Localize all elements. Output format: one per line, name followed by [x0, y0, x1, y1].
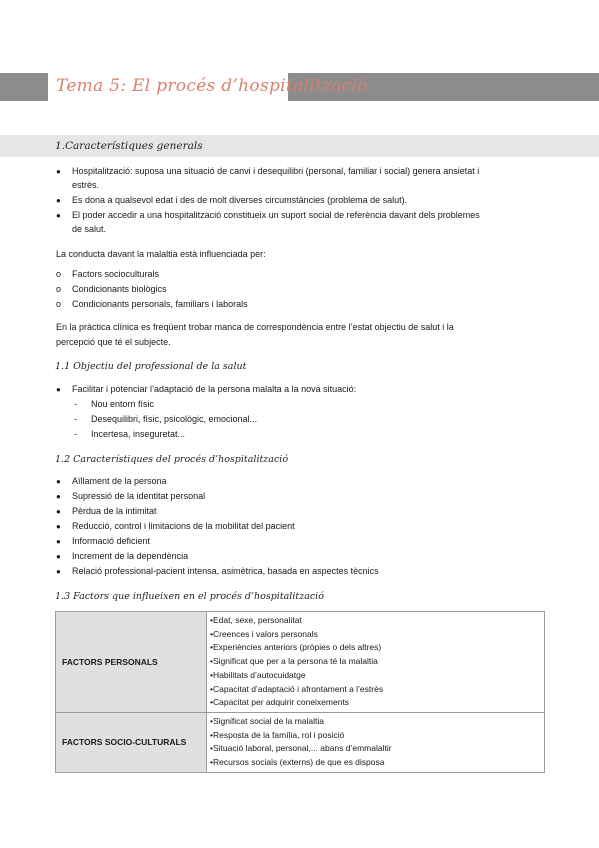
section-1-2-heading: 1.2 Característiques del procés d’hospitalització — [55, 454, 289, 465]
dash-text: Incertesa, inseguretat... — [91, 429, 186, 439]
list-item-text: Capacitat d’adaptació i afrontament a l’estrès — [212, 683, 384, 694]
list-item-text: Capacitat per adquirir coneixements — [212, 697, 350, 708]
factor-item: Condicionants biològics — [72, 284, 167, 294]
list-item: •Situació laboral, personal,... abans d’emmalaltir — [210, 743, 392, 754]
circle-bullet: o — [56, 284, 62, 294]
bullet-text: Es dona a qualsevol edat i des de molt diverses circumstàncies (problema de salut). — [72, 195, 408, 205]
list-item: •Habilitats d’autocuidatge — [210, 669, 306, 680]
bullet-text: Increment de la dependència — [72, 551, 189, 561]
factors-table — [55, 611, 545, 773]
bullet-dot: ● — [56, 522, 61, 531]
list-item-text: Significat social de la malaltia — [212, 715, 325, 726]
list-item-text: Resposta de la família, rol i posició — [212, 729, 345, 740]
bullet-dot: ● — [56, 167, 61, 176]
list-item-text: Recursos socials (externs) de que es disposa — [212, 757, 385, 768]
table-row — [56, 612, 545, 713]
bullet-text: Informació deficient — [72, 536, 151, 546]
dash-bullet: - — [74, 399, 77, 409]
list-item-text: Creences i valors personals — [212, 628, 318, 639]
bullet-text: Reducció, control i limitacions de la mobilitat del pacient — [72, 521, 295, 531]
row-items-socio — [207, 712, 545, 772]
bullet-text-cont: estrès. — [72, 180, 100, 190]
dash-text: Desequilibri, físic, psicològic, emocional... — [91, 414, 258, 424]
bullet-dot: ● — [56, 567, 61, 576]
circle-bullet: o — [56, 269, 62, 279]
factor-item: Factors socioculturals — [72, 269, 160, 279]
section-1-heading: 1.Característiques generals — [55, 140, 203, 152]
list-item: •Edat, sexe, personalitat — [210, 615, 302, 625]
factor-item: Condicionants personals, familiars i laborals — [72, 299, 248, 309]
list-item: •Capacitat d’adaptació i afrontament a l’estrès — [210, 683, 384, 694]
list-item: •Capacitat per adquirir coneixements — [210, 697, 350, 708]
bullet-dot: ● — [56, 537, 61, 546]
table-row — [56, 712, 545, 772]
row-items-personal — [207, 612, 545, 713]
bullet-dot: ● — [56, 552, 61, 561]
bullet-text: El poder accedir a una hospitalització constitueix un suport social de referència davant dels problemes — [72, 210, 480, 220]
clinical-para-cont: percepció que té el subjecte. — [56, 337, 171, 347]
dash-text: Nou entorn físic — [91, 399, 155, 409]
list-item-text: Experiències anteriors (pròpies o dels altres) — [212, 642, 382, 653]
section-1-1-heading: 1.1 Objectiu del professional de la salut — [55, 361, 247, 372]
bullet-text: Pèrdua de la intimitat — [72, 506, 157, 516]
list-item: •Resposta de la família, rol i posició — [210, 729, 345, 740]
dash-bullet: - — [74, 414, 77, 424]
bullet-text: Supressió de la identitat personal — [72, 491, 206, 501]
section-1-3-heading: 1.3 Factors que influeixen en el procés d’hospitalització — [55, 591, 324, 602]
bullet-dot: ● — [56, 492, 61, 501]
bullet-text: Facilitar i potenciar l’adaptació de la persona malalta a la nova situació: — [72, 384, 357, 394]
bullet-text: Hospitalització: suposa una situació de canvi i desequilibri (personal, familiar i social) genera ansietat i — [72, 166, 480, 176]
list-item: •Significat social de la malaltia — [210, 715, 325, 726]
list-item-text: Edat, sexe, personalitat — [212, 615, 302, 625]
row-label-personal: FACTORS PERSONALS — [56, 612, 207, 713]
page-title: Tema 5: El procés d’hospitalització — [56, 76, 368, 96]
list-item: •Experiències anteriors (pròpies o dels altres) — [210, 642, 382, 653]
bullet-dot: ● — [56, 385, 61, 394]
dash-bullet: - — [74, 429, 77, 439]
row-label-socio: FACTORS SOCIO-CULTURALS — [56, 712, 207, 772]
bullet-dot: ● — [56, 507, 61, 516]
bullet-dot: ● — [56, 477, 61, 486]
list-item-text: Significat que per a la persona té la malaltia — [212, 656, 378, 667]
bullet-text: Aïllament de la persona — [72, 476, 167, 486]
bullet-text: Relació professional-pacient intensa, asimètrica, basada en aspectes tècnics — [72, 566, 379, 576]
clinical-para: En la pràctica clínica es freqüent trobar manca de correspondència entre l’estat objectiu de salut i la — [56, 322, 454, 332]
list-item: •Creences i valors personals — [210, 628, 318, 639]
conduct-intro: La conducta davant la malaltia està influenciada per: — [56, 249, 266, 259]
list-item-text: Habilitats d’autocuidatge — [212, 669, 306, 680]
bullet-dot: ● — [56, 211, 61, 220]
list-item-text: Situació laboral, personal,... abans d’emmalaltir — [212, 743, 392, 754]
list-item: •Recursos socials (externs) de que es disposa — [210, 757, 385, 768]
list-item: •Significat que per a la persona té la malaltia — [210, 656, 378, 667]
bullet-text-cont: de salut. — [72, 224, 107, 234]
circle-bullet: o — [56, 299, 62, 309]
bullet-dot: ● — [56, 196, 61, 205]
